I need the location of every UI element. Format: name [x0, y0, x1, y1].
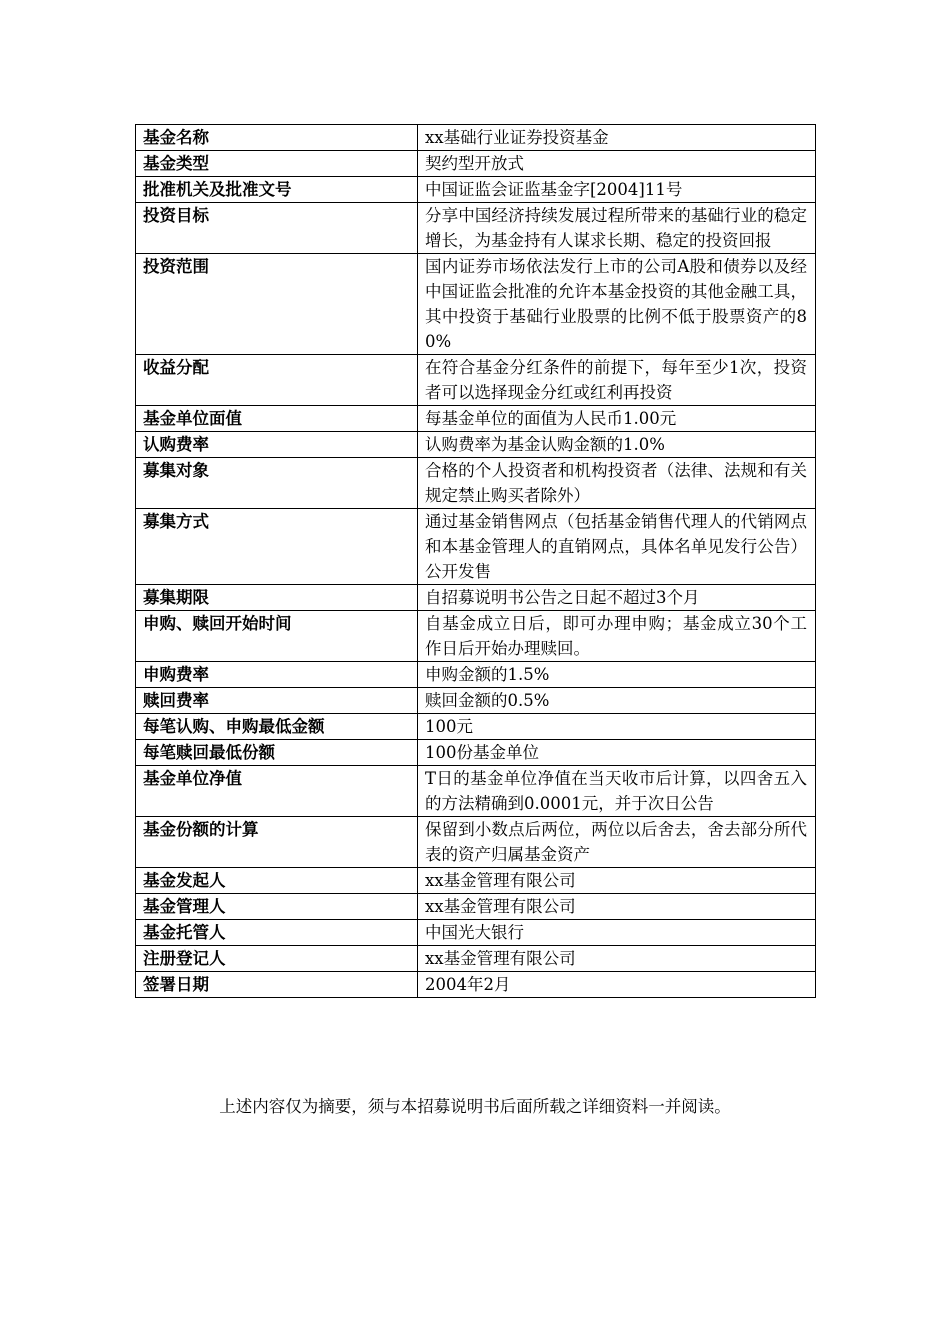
row-label: 认购费率 — [136, 432, 418, 458]
table-row — [136, 714, 816, 740]
table-row — [136, 509, 816, 585]
row-label: 募集对象 — [136, 458, 418, 509]
table-row — [136, 125, 816, 151]
fund-summary-table — [135, 124, 816, 998]
row-value: xx基金管理有限公司 — [418, 868, 816, 894]
table-row — [136, 740, 816, 766]
table-row — [136, 920, 816, 946]
row-label: 募集期限 — [136, 585, 418, 611]
summary-footnote: 上述内容仅为摘要，须与本招募说明书后面所载之详细资料一并阅读。 — [219, 1096, 731, 1116]
row-value: 自基金成立日后，即可办理申购；基金成立30个工作日后开始办理赎回。 — [418, 611, 816, 662]
row-label: 基金类型 — [136, 151, 418, 177]
row-value: 保留到小数点后两位，两位以后舍去，舍去部分所代表的资产归属基金资产 — [418, 817, 816, 868]
row-value: 通过基金销售网点（包括基金销售代理人的代销网点和本基金管理人的直销网点，具体名单见发行公告）公开发售 — [418, 509, 816, 585]
row-value: 契约型开放式 — [418, 151, 816, 177]
table-row — [136, 458, 816, 509]
row-label: 每笔认购、申购最低金额 — [136, 714, 418, 740]
row-label: 投资范围 — [136, 254, 418, 355]
row-label: 注册登记人 — [136, 946, 418, 972]
table-row — [136, 151, 816, 177]
row-label: 基金管理人 — [136, 894, 418, 920]
row-value: 合格的个人投资者和机构投资者（法律、法规和有关规定禁止购买者除外） — [418, 458, 816, 509]
table-row — [136, 868, 816, 894]
table-row — [136, 203, 816, 254]
table-row — [136, 585, 816, 611]
table-row — [136, 355, 816, 406]
row-value: 每基金单位的面值为人民币1.00元 — [418, 406, 816, 432]
table-row — [136, 611, 816, 662]
row-value: xx基础行业证券投资基金 — [418, 125, 816, 151]
table-row — [136, 817, 816, 868]
row-label: 基金单位净值 — [136, 766, 418, 817]
row-value: 2004年2月 — [418, 972, 816, 998]
row-label: 投资目标 — [136, 203, 418, 254]
table-row — [136, 254, 816, 355]
row-label: 基金托管人 — [136, 920, 418, 946]
row-value: xx基金管理有限公司 — [418, 894, 816, 920]
row-label: 赎回费率 — [136, 688, 418, 714]
row-value: 国内证券市场依法发行上市的公司A股和债券以及经中国证监会批准的允许本基金投资的其他金融工具，其中投资于基础行业股票的比例不低于股票资产的80% — [418, 254, 816, 355]
row-label: 申购费率 — [136, 662, 418, 688]
row-value: 中国证监会证监基金字[2004]11号 — [418, 177, 816, 203]
row-label: 基金份额的计算 — [136, 817, 418, 868]
table-row — [136, 406, 816, 432]
row-label: 申购、赎回开始时间 — [136, 611, 418, 662]
row-value: 自招募说明书公告之日起不超过3个月 — [418, 585, 816, 611]
row-value: 中国光大银行 — [418, 920, 816, 946]
row-label: 收益分配 — [136, 355, 418, 406]
row-value: 分享中国经济持续发展过程所带来的基础行业的稳定增长，为基金持有人谋求长期、稳定的投资回报 — [418, 203, 816, 254]
row-value: 赎回金额的0.5% — [418, 688, 816, 714]
table-row — [136, 662, 816, 688]
table-row — [136, 688, 816, 714]
row-label: 批准机关及批准文号 — [136, 177, 418, 203]
table-row — [136, 432, 816, 458]
table-row — [136, 766, 816, 817]
row-value: 认购费率为基金认购金额的1.0% — [418, 432, 816, 458]
row-label: 每笔赎回最低份额 — [136, 740, 418, 766]
row-label: 签署日期 — [136, 972, 418, 998]
table-row — [136, 972, 816, 998]
row-value: 100份基金单位 — [418, 740, 816, 766]
row-label: 基金发起人 — [136, 868, 418, 894]
row-value: xx基金管理有限公司 — [418, 946, 816, 972]
row-value: 申购金额的1.5% — [418, 662, 816, 688]
table-row — [136, 946, 816, 972]
row-value: 在符合基金分红条件的前提下，每年至少1次，投资者可以选择现金分红或红利再投资 — [418, 355, 816, 406]
row-label: 基金名称 — [136, 125, 418, 151]
table-row — [136, 894, 816, 920]
row-value: T日的基金单位净值在当天收市后计算，以四舍五入的方法精确到0.0001元，并于次日公告 — [418, 766, 816, 817]
row-value: 100元 — [418, 714, 816, 740]
row-label: 基金单位面值 — [136, 406, 418, 432]
table-row — [136, 177, 816, 203]
row-label: 募集方式 — [136, 509, 418, 585]
